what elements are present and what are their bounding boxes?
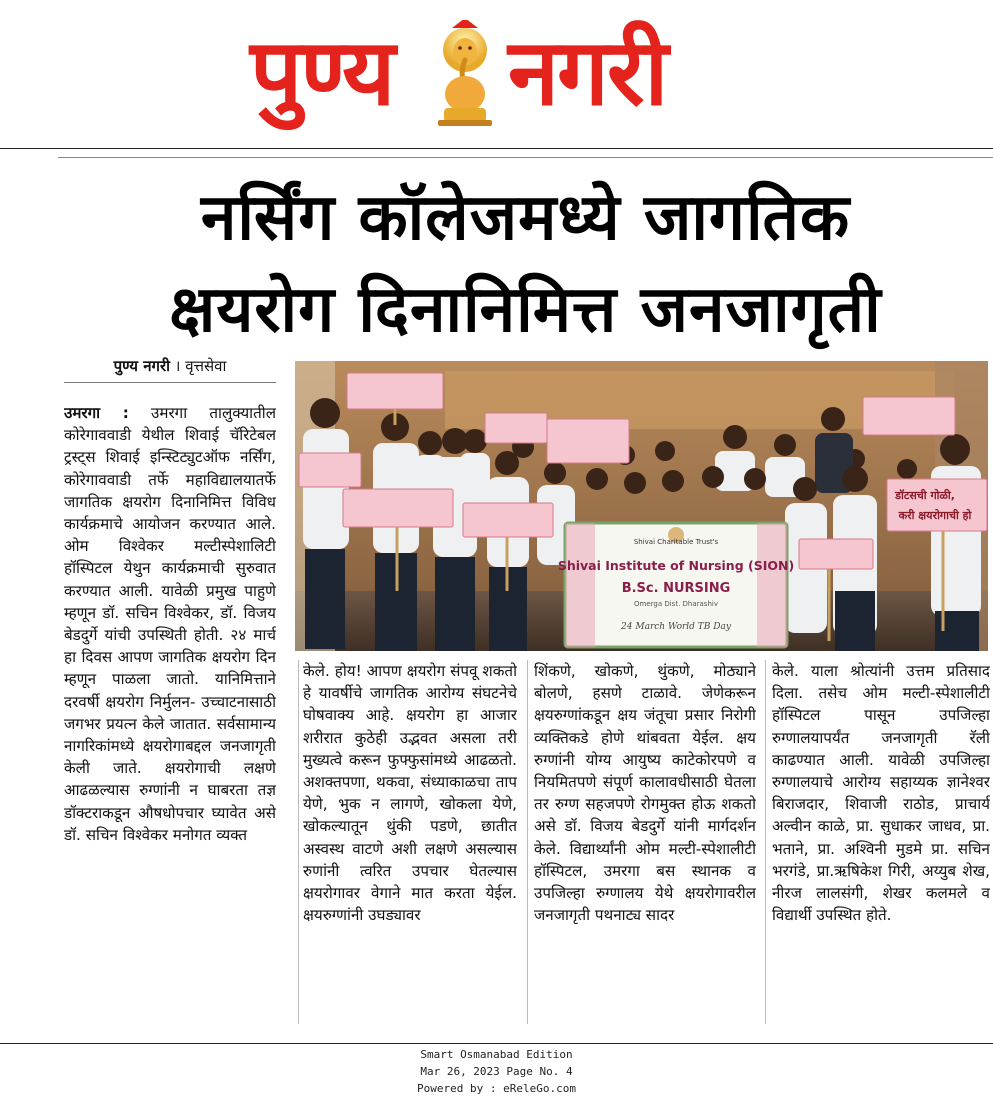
logo-word-right: नगरी <box>508 19 667 126</box>
photo-scene <box>295 361 988 651</box>
column-1-text: उमरगा तालुक्यातील कोरेगाववाडी येथील शिवाई चॅरिटेबल ट्रस्ट्स शिवाई इन्स्टिट्युटऑफ नर्सिंग, कोरेगाववाडी तर्फे महाविद्यालयातर्फे जागतिक क्षयरोग दिनानिमित्त विविध कार्यक्रमाचे आयोजन करण्यात आले. ओम विश्वेकर मल्टीस्पेशालिटी हॉस्पिटल येथुन कार्यक्रमाची सुरुवात करण्यात आली. यावेळी प्रमुख पाहुणे म्हणून डॉ. सचिन विश्वेकर, डॉ. विजय बेडदुर्गे यांची उपस्थिती होती. २४ मार्च हा दिवस आपण जागतिक क्षयरोग दिन म्हणून पाळला जातो. यानिमित्ताने दरवर्षी क्षयरोग निर्मुलन- उच्चाटनासाठी जगभर प्रयत्न केले जातात. सर्वसामान्य नागरिकांमध्ये क्षयरोगाबद्दल जनजागृती केली जाते. क्षयरोगाची लक्षणे आढळल्यास रुग्णांनी न घाबरता तज्ञ डॉक्टराकडून औषधोपचार घ्यावेत असे डॉ. सचिन विश्वेकर मनोगत व्यक्त <box>64 404 276 844</box>
news-photo <box>295 361 988 651</box>
article-column-2: केले. होय! आपण क्षयरोग संपवू शकतो हे यावर्षीचे जागतिक आरोग्य संघटनेचे घोषवाक्य आहे. क्षयरोग हा आजार शरीरात कुठेही उद्भवत असला तरी मुख्यत्वे करून फुफ्फुसांमध्ये आढळतो. अशक्तपणा, थकवा, संध्याकाळचा ताप येणे, भुक न लागणे, खोकला येणे, खोकल्यातून थुंकी पडणे, छातीत अस्वस्थ वाटणे अशी लक्षणे असल्यास रुणांनी त्वरित उपचार घेतल्यास क्षयरोगावर वेगाने मात करता येईल. क्षयरुग्णांनी उघड्यावर <box>298 660 517 1024</box>
dateline: उमरगा : <box>64 404 129 422</box>
edition-footer <box>0 1046 993 1097</box>
byline <box>64 356 276 383</box>
banner-event: 24 March World TB Day <box>621 622 731 632</box>
byline-separator: । <box>174 357 181 375</box>
banner-course: B.Sc. NURSING <box>621 581 731 596</box>
footer-date-page: Mar 26, 2023 Page No. 4 <box>420 1065 573 1078</box>
newspaper-logo <box>240 10 750 140</box>
logo-word-left: पुण्य <box>250 19 394 126</box>
ganesha-icon <box>430 20 500 130</box>
institute-banner <box>558 523 794 647</box>
footer-powered: Powered by : eReleGo.com <box>417 1082 576 1095</box>
masthead-divider <box>0 148 993 149</box>
masthead <box>0 0 993 150</box>
headline-line-2: क्षयरोग दिनानिमित्त जनजागृती <box>169 273 882 347</box>
footer-divider <box>0 1043 993 1044</box>
footer-edition: Smart Osmanabad Edition <box>420 1048 573 1061</box>
article-column-4: केले. याला श्रोत्यांनी उत्तम प्रतिसाद दिला. तसेच ओम मल्टी-स्पेशालीटी हॉस्पिटल पासून उपजिल्हा रुग्णालयापर्यंत जनजागृती रॅली काढण्यात आली. यावेळी उपजिल्हा रुग्णालयाचे आरोग्य सहाय्यक ज्ञानेश्वर बिराजदार, शिवाजी राठोड, प्राचार्य अल्वीन काळे, प्रा. सुधाकर जाधव, प्रा. भताने, प्रा. अश्विनी मुडमे प्रा. सचिन भरगंडे, प्रा.ऋषिकेश गिरी, अय्युब शेख, नीरज लालसंगी, शेखर कलमले व विद्यार्थी उपस्थित होते. <box>765 660 990 1024</box>
byline-paper: पुण्य नगरी <box>113 357 171 375</box>
banner-place: Omerga Dist. Dharashiv <box>634 600 718 608</box>
placard-right-line2: करी क्षयरोगाची हो <box>898 509 972 522</box>
banner-org: Shivai Charitable Trust's <box>633 538 719 546</box>
placard-right-line1: डॉटसची गोळी, <box>895 489 955 502</box>
article-column-3: शिंकणे, खोकणे, थुंकणे, मोठ्याने बोलणे, हसणे टाळावे. जेणेकरून क्षयरुग्णांकडून क्षय जंतूचा प्रसार निरोगी व्यक्तिकडे होणे थांबवता येईल. क्षय रुग्णांनी योग्य आयुष्य काटेकोरपणे व नियमितपणे संपूर्ण कालावधीसाठी घेतला तर रुग्ण सहजपणे रोगमुक्त होऊ शकतो असे डॉ. विजय बेडदुर्गे यांनी मार्गदर्शन केले. विद्यार्थ्यांनी ओम मल्टी-स्पेशालीटी हॉस्पिटल, उमरगा बस स्थानक व उपजिल्हा रुग्णालय येथे क्षयरोगावरील जनजागृती पथनाट्य सादर <box>527 660 756 1024</box>
banner-title: Shivai Institute of Nursing (SION) <box>557 558 795 573</box>
headline-divider <box>58 157 993 158</box>
article-column-1 <box>64 402 276 1024</box>
headline-line-1: नर्सिंग कॉलेजमध्ये जागतिक <box>200 181 851 255</box>
headline <box>58 172 993 356</box>
byline-service: वृत्तसेवा <box>185 357 227 375</box>
